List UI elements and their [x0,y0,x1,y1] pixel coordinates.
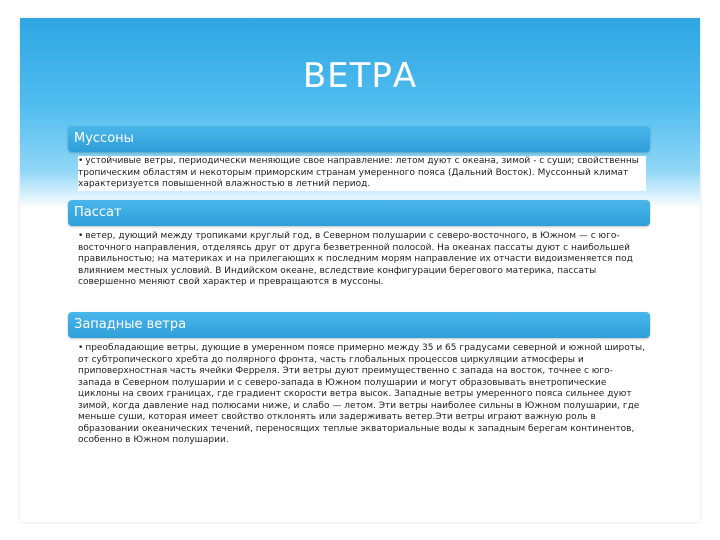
section-heading-westerlies: Западные ветра [68,312,650,338]
slide [20,18,700,522]
bullet-icon: • [78,343,84,353]
section-heading-monsoons: Муссоны [68,126,650,152]
section-text: преобладающие ветры, дующие в умеренном поясе примерно между 35 и 65 градусами северной и южной широты, от субтропического хребта до полярного фронта, часть глобальных процессов циркуляции атмосферы и приповерхностная часть ячейки Ферреля. Эти ветры дуют преимущественно с запада на восток, точнее с юго-запада в Северном полушарии и с северо-запада в Южном полушарии и могут образовывать внетропические циклоны на своих границах, где градиент скорости ветра высок. Западные ветры умеренного пояса сильнее дуют зимой, когда давление над полюсами ниже, и слабо — летом. Эти ветры наиболее сильны в Южном полушарии, где меньше суши, которая имеет свойство отклонять или задерживать ветер.Эти ветры играют важную роль в образовании океанических течений, переносящих теплые экваториальные воды к западным берегам континентов, особенно в Южном полушарии. [78,343,645,445]
section-text: ветер, дующий между тропиками круглый год, в Северном полушарии с северо-восточного, в Южном — с юго-восточного направления, отделяясь друг от друга безветренной полосой. На океанах пассаты дуют с наибольшей правильностью; на материках и на прилегающих к последним морям направление их отчасти видоизменяется под влиянием местных условий. В Индийском океане, вследствие конфигурации берегового материка, пассаты совершенно меняют свой характер и превращаются в муссоны. [78,231,633,287]
section-body-westerlies [78,343,646,447]
section-text: устойчивые ветры, периодически меняющие свое направление: летом дуют с океана, зимой - с суши; свойственны тропическим областям и некоторым приморским странам умеренного пояса (Дальний Восток). Муссонный климат характеризуется повышенной влажностью в летний период. [78,156,639,189]
bullet-icon: • [78,156,84,166]
section-body-trade-winds [78,231,646,289]
bullet-icon: • [78,231,84,241]
section-body-monsoons [78,156,646,191]
section-heading-trade-winds: Пассат [68,200,650,226]
page-title: ВЕТРА [302,56,418,96]
